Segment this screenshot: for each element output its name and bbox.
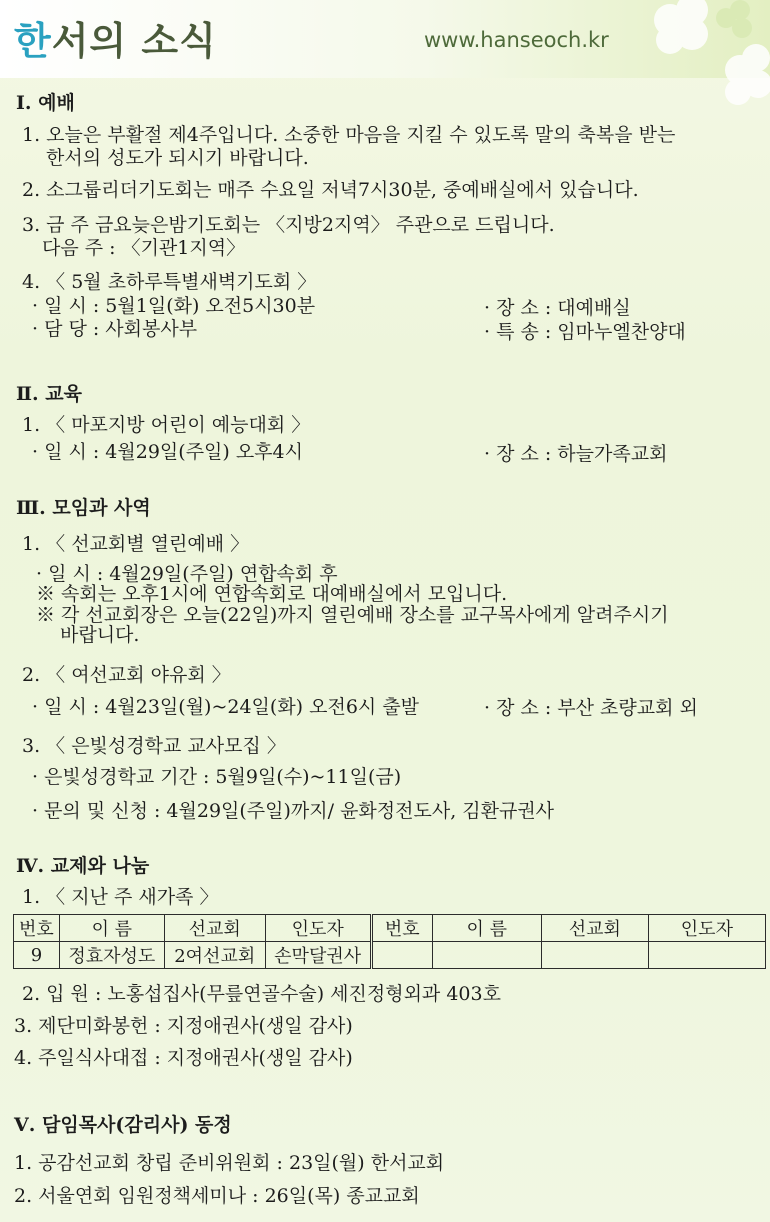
meetings-item-3-period: · 은빛성경학교 기간 : 5월9일(수)~11일(금) <box>32 766 402 788</box>
table-cell: 9 <box>14 942 60 969</box>
table-header: 인도자 <box>265 915 371 942</box>
meetings-item-2-place: · 장 소 : 부산 초량교회 외 <box>484 697 698 719</box>
meetings-item-1-note-2-cont: 바랍니다. <box>60 624 140 646</box>
education-item-1-date: · 일 시 : 4월29일(주일) 오후4시 <box>32 441 304 463</box>
title-accent: 한 <box>14 19 52 63</box>
section-heading-education: Ⅱ. 교육 <box>16 383 82 405</box>
worship-item-1: 1. 오늘은 부활절 제4주입니다. 소중한 마음을 지킬 수 있도록 말의 축복을 받는 <box>22 124 676 146</box>
church-website-url[interactable]: www.hanseoch.kr <box>424 28 609 52</box>
education-item-1: 1. 〈 마포지방 어린이 예능대회 〉 <box>22 414 311 436</box>
worship-item-1-cont: 한서의 성도가 되시기 바랍니다. <box>46 147 309 169</box>
meetings-item-3: 3. 〈 은빛성경학교 교사모집 〉 <box>22 735 286 757</box>
worship-item-4-place: · 장 소 : 대예배실 <box>484 297 631 319</box>
newsletter-title <box>14 10 217 65</box>
meetings-item-1-date: · 일 시 : 4월29일(주일) 연합속회 후 <box>36 563 338 585</box>
table-cell <box>541 942 648 969</box>
meetings-item-1-note-1: ※ 속회는 오후1시에 연합속회로 대예배실에서 모입니다. <box>36 583 508 605</box>
meetings-item-1: 1. 〈 선교회별 열린예배 〉 <box>22 533 250 555</box>
table-row <box>14 942 766 969</box>
clover-decoration-icon <box>630 0 770 120</box>
section-heading-worship: Ⅰ. 예배 <box>16 92 75 114</box>
table-cell <box>648 942 765 969</box>
pastor-item-2: 2. 서울연회 임원정책세미나 : 26일(목) 종교교회 <box>14 1185 420 1207</box>
meetings-item-2: 2. 〈 여선교회 야유회 〉 <box>22 664 231 686</box>
table-cell <box>432 942 541 969</box>
newsletter-header <box>0 0 770 78</box>
worship-item-3-cont: 다음 주 : 〈기관1지역〉 <box>42 237 246 259</box>
table-header: 선교회 <box>541 915 648 942</box>
fellowship-item-3: 3. 제단미화봉헌 : 지정애권사(생일 감사) <box>14 1015 353 1037</box>
meetings-item-3-contact: · 문의 및 신청 : 4월29일(주일)까지/ 윤화정전도사, 김환규권사 <box>32 800 555 822</box>
table-header: 번호 <box>371 915 432 942</box>
fellowship-item-1: 1. 〈 지난 주 새가족 〉 <box>22 886 219 908</box>
table-cell: 2여선교회 <box>164 942 265 969</box>
education-item-1-place: · 장 소 : 하늘가족교회 <box>484 443 668 465</box>
table-cell <box>371 942 432 969</box>
fellowship-item-4: 4. 주일식사대접 : 지정애권사(생일 감사) <box>14 1047 353 1069</box>
table-header: 선교회 <box>164 915 265 942</box>
section-heading-pastor: Ⅴ. 담임목사(감리사) 동정 <box>14 1114 232 1136</box>
table-header: 인도자 <box>648 915 765 942</box>
table-header: 이 름 <box>432 915 541 942</box>
table-header: 이 름 <box>59 915 164 942</box>
table-header: 번호 <box>14 915 60 942</box>
meetings-item-1-note-2: ※ 각 선교회장은 오늘(22일)까지 열린예배 장소를 교구목사에게 알려주시기 <box>36 604 669 626</box>
table-header-row <box>14 915 766 942</box>
fellowship-item-2: 2. 입 원 : 노홍섭집사(무릎연골수술) 세진정형외과 403호 <box>22 983 501 1005</box>
worship-item-2: 2. 소그룹리더기도회는 매주 수요일 저녁7시30분, 중예배실에서 있습니다. <box>22 179 639 201</box>
worship-item-4-special: · 특 송 : 임마누엘찬양대 <box>484 321 686 343</box>
worship-item-3: 3. 금 주 금요늦은밤기도회는 〈지방2지역〉 주관으로 드립니다. <box>22 214 555 236</box>
pastor-item-1: 1. 공감선교회 창립 준비위원회 : 23일(월) 한서교회 <box>14 1152 445 1174</box>
section-heading-fellowship: Ⅳ. 교제와 나눔 <box>16 855 150 877</box>
section-heading-meetings: Ⅲ. 모임과 사역 <box>16 497 151 519</box>
new-family-table <box>13 914 766 969</box>
table-cell: 손막달권사 <box>265 942 371 969</box>
worship-item-4: 4. 〈 5월 초하루특별새벽기도회 〉 <box>22 271 317 293</box>
worship-item-4-charge: · 담 당 : 사회봉사부 <box>32 318 198 340</box>
title-rest: 서의 소식 <box>51 19 217 63</box>
table-cell: 정효자성도 <box>59 942 164 969</box>
worship-item-4-date: · 일 시 : 5월1일(화) 오전5시30분 <box>32 295 316 317</box>
meetings-item-2-date: · 일 시 : 4월23일(월)~24일(화) 오전6시 출발 <box>32 696 420 718</box>
